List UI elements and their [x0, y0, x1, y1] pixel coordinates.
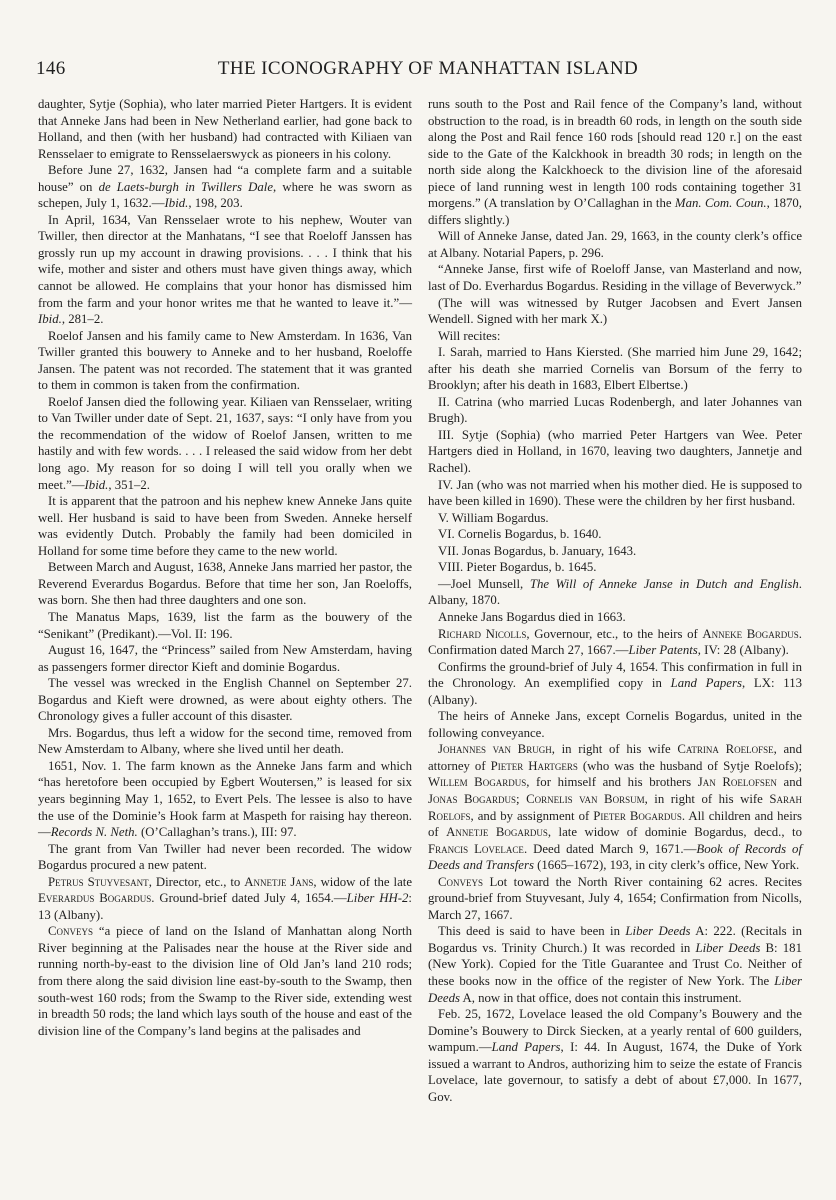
text-run: and	[776, 775, 803, 790]
paragraph	[428, 708, 802, 741]
text-run: , LX: 113 (Albany).	[428, 676, 803, 707]
paragraph	[38, 609, 412, 642]
paragraph	[38, 841, 412, 874]
text-run: Will recites:	[438, 328, 501, 343]
paragraph	[428, 923, 802, 1006]
small-caps-name: Sarah Roelofs	[428, 791, 802, 823]
text-run: IV. Jan (who was not married when his mother died. He is supposed to have been killed in 1690). These were the children by her first husband.	[428, 477, 802, 509]
text-run: , IV: 28 (Albany).	[697, 643, 789, 658]
text-run: VIII. Pieter Bogardus, b. 1645.	[438, 560, 597, 575]
italic-citation: Liber Patents	[628, 643, 698, 658]
paragraph	[38, 923, 412, 1039]
text-run: The heirs of Anneke Jans, except Cornelis Bogardus, united in the following conveyance.	[428, 709, 802, 740]
paragraph	[428, 96, 802, 228]
paragraph	[38, 559, 412, 609]
text-run: . All children and heirs of	[428, 808, 802, 840]
paragraph	[428, 576, 802, 609]
text-run: , 1870, differs slightly.)	[428, 196, 803, 227]
text-run: II. Catrina (who married Lucas Rodenbergh, and later Johannes van Brugh).	[428, 394, 802, 426]
right-column	[428, 96, 802, 1105]
text-run: Will of Anneke Janse, dated Jan. 29, 1663, in the county clerk’s office at Albany. Notarial Papers, p. 296.	[428, 229, 802, 260]
small-caps-name: Pieter Bogardus	[593, 808, 682, 823]
text-run: Mrs. Bogardus, thus left a widow for the second time, removed from New Amsterdam to Albany, where she lived until her death.	[38, 725, 412, 757]
text-run: Roelof Jansen and his family came to New Amsterdam. In 1636, Van Twiller granted this bouwery to Anneke and to her husband, Roeloffe Jansen. The patent was not recorded. The statement that it was granted to them in common is taken from the confirmation.	[38, 328, 412, 393]
italic-citation: Liber Deeds	[428, 973, 802, 1005]
page-header	[36, 58, 800, 84]
text-run: This deed is said to have been in	[438, 924, 626, 939]
paragraph	[428, 1006, 802, 1105]
text-run: Anneke Jans Bogardus died in 1663.	[438, 609, 626, 624]
paragraph	[428, 394, 802, 427]
text-run: In April, 1634, Van Rensselaer wrote to his nephew, Wouter van Twiller, then director at the Manhatans, “I see that Roeloff Janssen has grossly run up my account in drawing provisions. . . . I think that his wife, mother and sister and others must have given things away, which cannot be allowed. He complains that your honor has dismissed him from the farm and your honor writes me that he wanted to leave it.”—	[38, 212, 412, 310]
text-run: “Anneke Janse, first wife of Roeloff Janse, van Masterland and now, last of Do. Everhardus Bogardus. Residing in the village of Beverwyck.”	[428, 262, 802, 294]
text-run: , Governour, etc., to the heirs of	[526, 626, 703, 641]
italic-citation: Records N. Neth.	[50, 825, 138, 840]
text-run: V. William Bogardus.	[438, 510, 549, 525]
paragraph	[428, 874, 802, 924]
text-run: , and attorney of	[428, 742, 802, 773]
italic-citation: Liber Deeds	[625, 924, 691, 939]
small-caps-name: Jan Roelofsen	[697, 775, 777, 790]
paragraph	[38, 212, 412, 328]
text-run: VI. Cornelis Bogardus, b. 1640.	[438, 527, 602, 542]
text-run: (who was the husband of Sytje Roelofs);	[577, 758, 802, 773]
paragraph	[428, 526, 802, 543]
paragraph	[428, 328, 802, 345]
text-run: The Manatus Maps, 1639, list the farm as the bouwery of the “Senikant” (Predikant).—Vol. II: 196.	[38, 609, 412, 641]
text-run: (O’Callaghan’s trans.), III: 97.	[137, 825, 297, 840]
italic-citation: Man. Com. Coun.	[674, 196, 767, 211]
small-caps-name: Conveys	[48, 924, 94, 939]
small-caps-name: Conveys	[438, 874, 484, 889]
running-title: THE ICONOGRAPHY OF MANHATTAN ISLAND	[217, 58, 639, 79]
text-run: . Deed dated March 9, 1671.—	[523, 841, 697, 856]
small-caps-name: Petrus Stuyvesant	[48, 874, 149, 889]
paragraph	[428, 659, 802, 709]
text-run: , for himself and his brothers	[526, 775, 698, 790]
text-run: A, now in that office, does not contain this instrument.	[459, 990, 742, 1005]
small-caps-name: Cornelis van Borsum	[526, 791, 645, 806]
text-run: The grant from Van Twiller had never been recorded. The widow Bogardus procured a new patent.	[38, 841, 412, 873]
paragraph	[38, 394, 412, 493]
small-caps-name: Johannes van Brugh	[438, 742, 552, 757]
text-run: , widow of the late	[313, 874, 412, 889]
text-run: The vessel was wrecked in the English Channel on September 27. Bogardus and Kieft were drowned, as were about eighty others. The Chronology gives a fuller account of this disaster.	[38, 676, 412, 724]
text-run: It is apparent that the patroon and his nephew knew Anneke Jans quite well. Her husband is said to have been from Sweden. Anneke herself was evidently Dutch. Probably the family had been domiciled in Holland for some time before they came to the new world.	[38, 494, 412, 558]
italic-citation: de Laets-burgh in Twillers Dale	[98, 179, 274, 194]
text-run: . Confirmation dated March 27, 1667.—	[428, 626, 802, 658]
paragraph	[38, 642, 412, 675]
paragraph	[428, 344, 802, 394]
paragraph	[38, 162, 412, 212]
paragraph	[428, 228, 802, 261]
small-caps-name: Anneke Bogardus	[702, 626, 799, 641]
paragraph	[428, 543, 802, 560]
text-run: , in right of his wife	[551, 742, 678, 757]
text-run: . Albany, 1870.	[428, 576, 802, 608]
paragraph	[428, 295, 802, 328]
text-run: , 351–2.	[108, 477, 150, 492]
italic-citation: Land Papers	[670, 676, 742, 691]
text-run: (The will was witnessed by Rutger Jacobsen and Evert Jansen Wendell. Signed with her mark X.)	[428, 295, 802, 327]
paragraph	[38, 96, 412, 162]
text-run: Roelof Jansen died the following year. Kiliaen van Rensselaer, writing to Van Twiller under date of Sept. 21, 1637, says: “I only have from you the recommendation of the widow of Roelof Jansen, written to me hastily and with few words. . . . I released the said widow from her debt long ago. My reason for so doing I will tell you orally when we meet.”—	[38, 394, 412, 492]
small-caps-name: Richard Nicolls	[438, 626, 527, 641]
text-run: —Joel Munsell,	[438, 576, 530, 591]
text-run: , 198, 203.	[188, 196, 243, 211]
paragraph	[428, 626, 802, 659]
small-caps-name: Willem Bogardus	[428, 775, 527, 790]
italic-citation: Land Papers	[491, 1040, 561, 1055]
text-run: VII. Jonas Bogardus, b. January, 1643.	[438, 543, 637, 558]
italic-citation: Liber HH-2	[346, 891, 409, 906]
paragraph	[428, 559, 802, 576]
text-run: Lot toward the North River containing 62 acres. Recites ground-brief from Stuyvesant, July 4, 1654; Confirmation from Nicolls, March 27, 1667.	[428, 874, 802, 922]
text-run: , and by assignment of	[470, 808, 594, 823]
text-run: August 16, 1647, the “Princess” sailed from New Amsterdam, having as passengers former director Kieft and dominie Bogardus.	[38, 643, 412, 674]
text-run: ;	[516, 791, 527, 806]
paragraph	[428, 741, 802, 873]
italic-citation: Liber Deeds	[695, 940, 761, 955]
text-run: Confirms the ground-brief of July 4, 1654. This confirmation in full in the Chronology. An exemplified copy in	[428, 659, 802, 691]
paragraph	[38, 493, 412, 559]
paragraph	[428, 477, 802, 510]
italic-citation: Book of Records of Deeds and Transfers	[428, 841, 802, 873]
paragraph	[38, 725, 412, 758]
text-run: Between March and August, 1638, Anneke Jans married her pastor, the Reverend Everardus Bogardus. Before that time her son, Jan Roeloffs, was born. She then had three daughters and one son.	[38, 560, 412, 608]
text-run: , where he was sworn as schepen, July 1, 1632.—	[38, 179, 412, 211]
text-run: Before June 27, 1632, Jansen had “a complete farm and a suitable house” on	[38, 163, 412, 194]
italic-citation: Ibid.	[38, 312, 62, 327]
paragraph	[428, 427, 802, 477]
small-caps-name: Pieter Hartgers	[490, 758, 578, 773]
text-run: , Director, etc., to	[148, 874, 245, 889]
small-caps-name: Annetje Bogardus	[446, 825, 548, 840]
text-run: 1651, Nov. 1. The farm known as the Anneke Jans farm and which “has heretofore been occupied by Egbert Woutersen,” is leased for six years beginning May 1, 1652, to Evert Pels. The lessee is also to have the use of the Dominie’s Hook farm at Maspeth for raising hay thereon.—	[38, 758, 412, 840]
text-run: : 13 (Albany).	[38, 891, 412, 922]
text-run: , late widow of dominie Bogardus, decd., to	[547, 825, 802, 840]
text-run: I. Sarah, married to Hans Kiersted. (She married him June 29, 1642; after his death she married Cornelis van Borsum of the ferry to Brooklyn; after his death in 1683, Elbert Elbertse.)	[428, 345, 802, 393]
italic-citation: Ibid.	[164, 196, 189, 211]
text-run: , in right of his wife	[644, 791, 770, 806]
text-run: “a piece of land on the Island of Manhattan along North River beginning at the Palisades near the house at the River side and running north-by-east to the division line of Old Jan’s land 210 rods; from there along the said division line east-by-south to the Swamp, then south-west 160 rods; from the Swamp to the River side, extending west in breadth 50 rods; the land which lays south of the house and east of the division line of the Company’s land begins at the palisades and	[38, 924, 412, 1038]
small-caps-name: Annetje Jans	[244, 874, 314, 889]
text-run: (1665–1672), 193, in city clerk’s office, New York.	[533, 858, 800, 873]
text-run: runs south to the Post and Rail fence of the Company’s land, without obstruction to the road, is in breadth 60 rods, in length on the south side along the Post and Rail fence 160 rods [should read 120 r.] on the east side to the Gate of the Kalckhook in breadth 30 rods; in length on the north side along the Kalckhoeck to the division line of the aforesaid piece of land running west in length 100 rods containing together 31 morgens.” (A translation by O’Callaghan in the	[428, 97, 802, 211]
italic-citation: The Will of Anneke Janse in Dutch and English	[529, 576, 799, 591]
text-run: III. Sytje (Sophia) (who married Peter Hartgers van Wee. Peter Hartgers died in Holland, in 1670, leaving two daughters, Jannetje and Rachel).	[428, 427, 802, 476]
text-run: Feb. 25, 1672, Lovelace leased the old Company’s Bouwery and the Domine’s Bouwery to Dirck Siecken, at a yearly rental of 600 guilders, wampum.—	[428, 1007, 802, 1055]
small-caps-name: Jonas Bogardus	[428, 791, 517, 806]
italic-citation: Ibid.	[84, 477, 109, 492]
text-run: daughter, Sytje (Sophia), who later married Pieter Hartgers. It is evident that Anneke Jans had been in New Netherland earlier, had gone back to Holland, and then (with her husband) had contracted with Kiliaen van Rensselaer to emigrate to Rensselaerswyck as pioneers in his colony.	[38, 97, 412, 161]
page-number: 146	[36, 58, 66, 79]
small-caps-name: Francis Lovelace	[428, 841, 524, 856]
small-caps-name: Everardus Bogardus	[38, 891, 152, 906]
paragraph	[428, 609, 802, 626]
paragraph	[38, 328, 412, 394]
paragraph	[428, 261, 802, 294]
text-run: A: 222. (Recitals in Bogardus vs. Trinity Church.) It was recorded in	[428, 924, 802, 955]
text-run: B: 181 (New York). Copied for the Title Guarantee and Trust Co. Neither of these books now in the office of the register of New York. The	[428, 940, 802, 988]
text-run: , 281–2.	[61, 312, 104, 327]
paragraph	[38, 874, 412, 924]
paragraph	[38, 675, 412, 725]
text-run: , I: 44. In August, 1674, the Duke of York issued a warrant to Andros, authorizing him to seize the estate of Francis Lovelace, late governour, to satisfy a debt of about £7,000. In 1677, Gov.	[428, 1040, 803, 1104]
paragraph	[38, 758, 412, 841]
left-column	[38, 96, 412, 1039]
small-caps-name: Catrina Roelofse	[677, 742, 774, 757]
paragraph	[428, 510, 802, 527]
text-run: . Ground-brief dated July 4, 1654.—	[151, 891, 347, 906]
